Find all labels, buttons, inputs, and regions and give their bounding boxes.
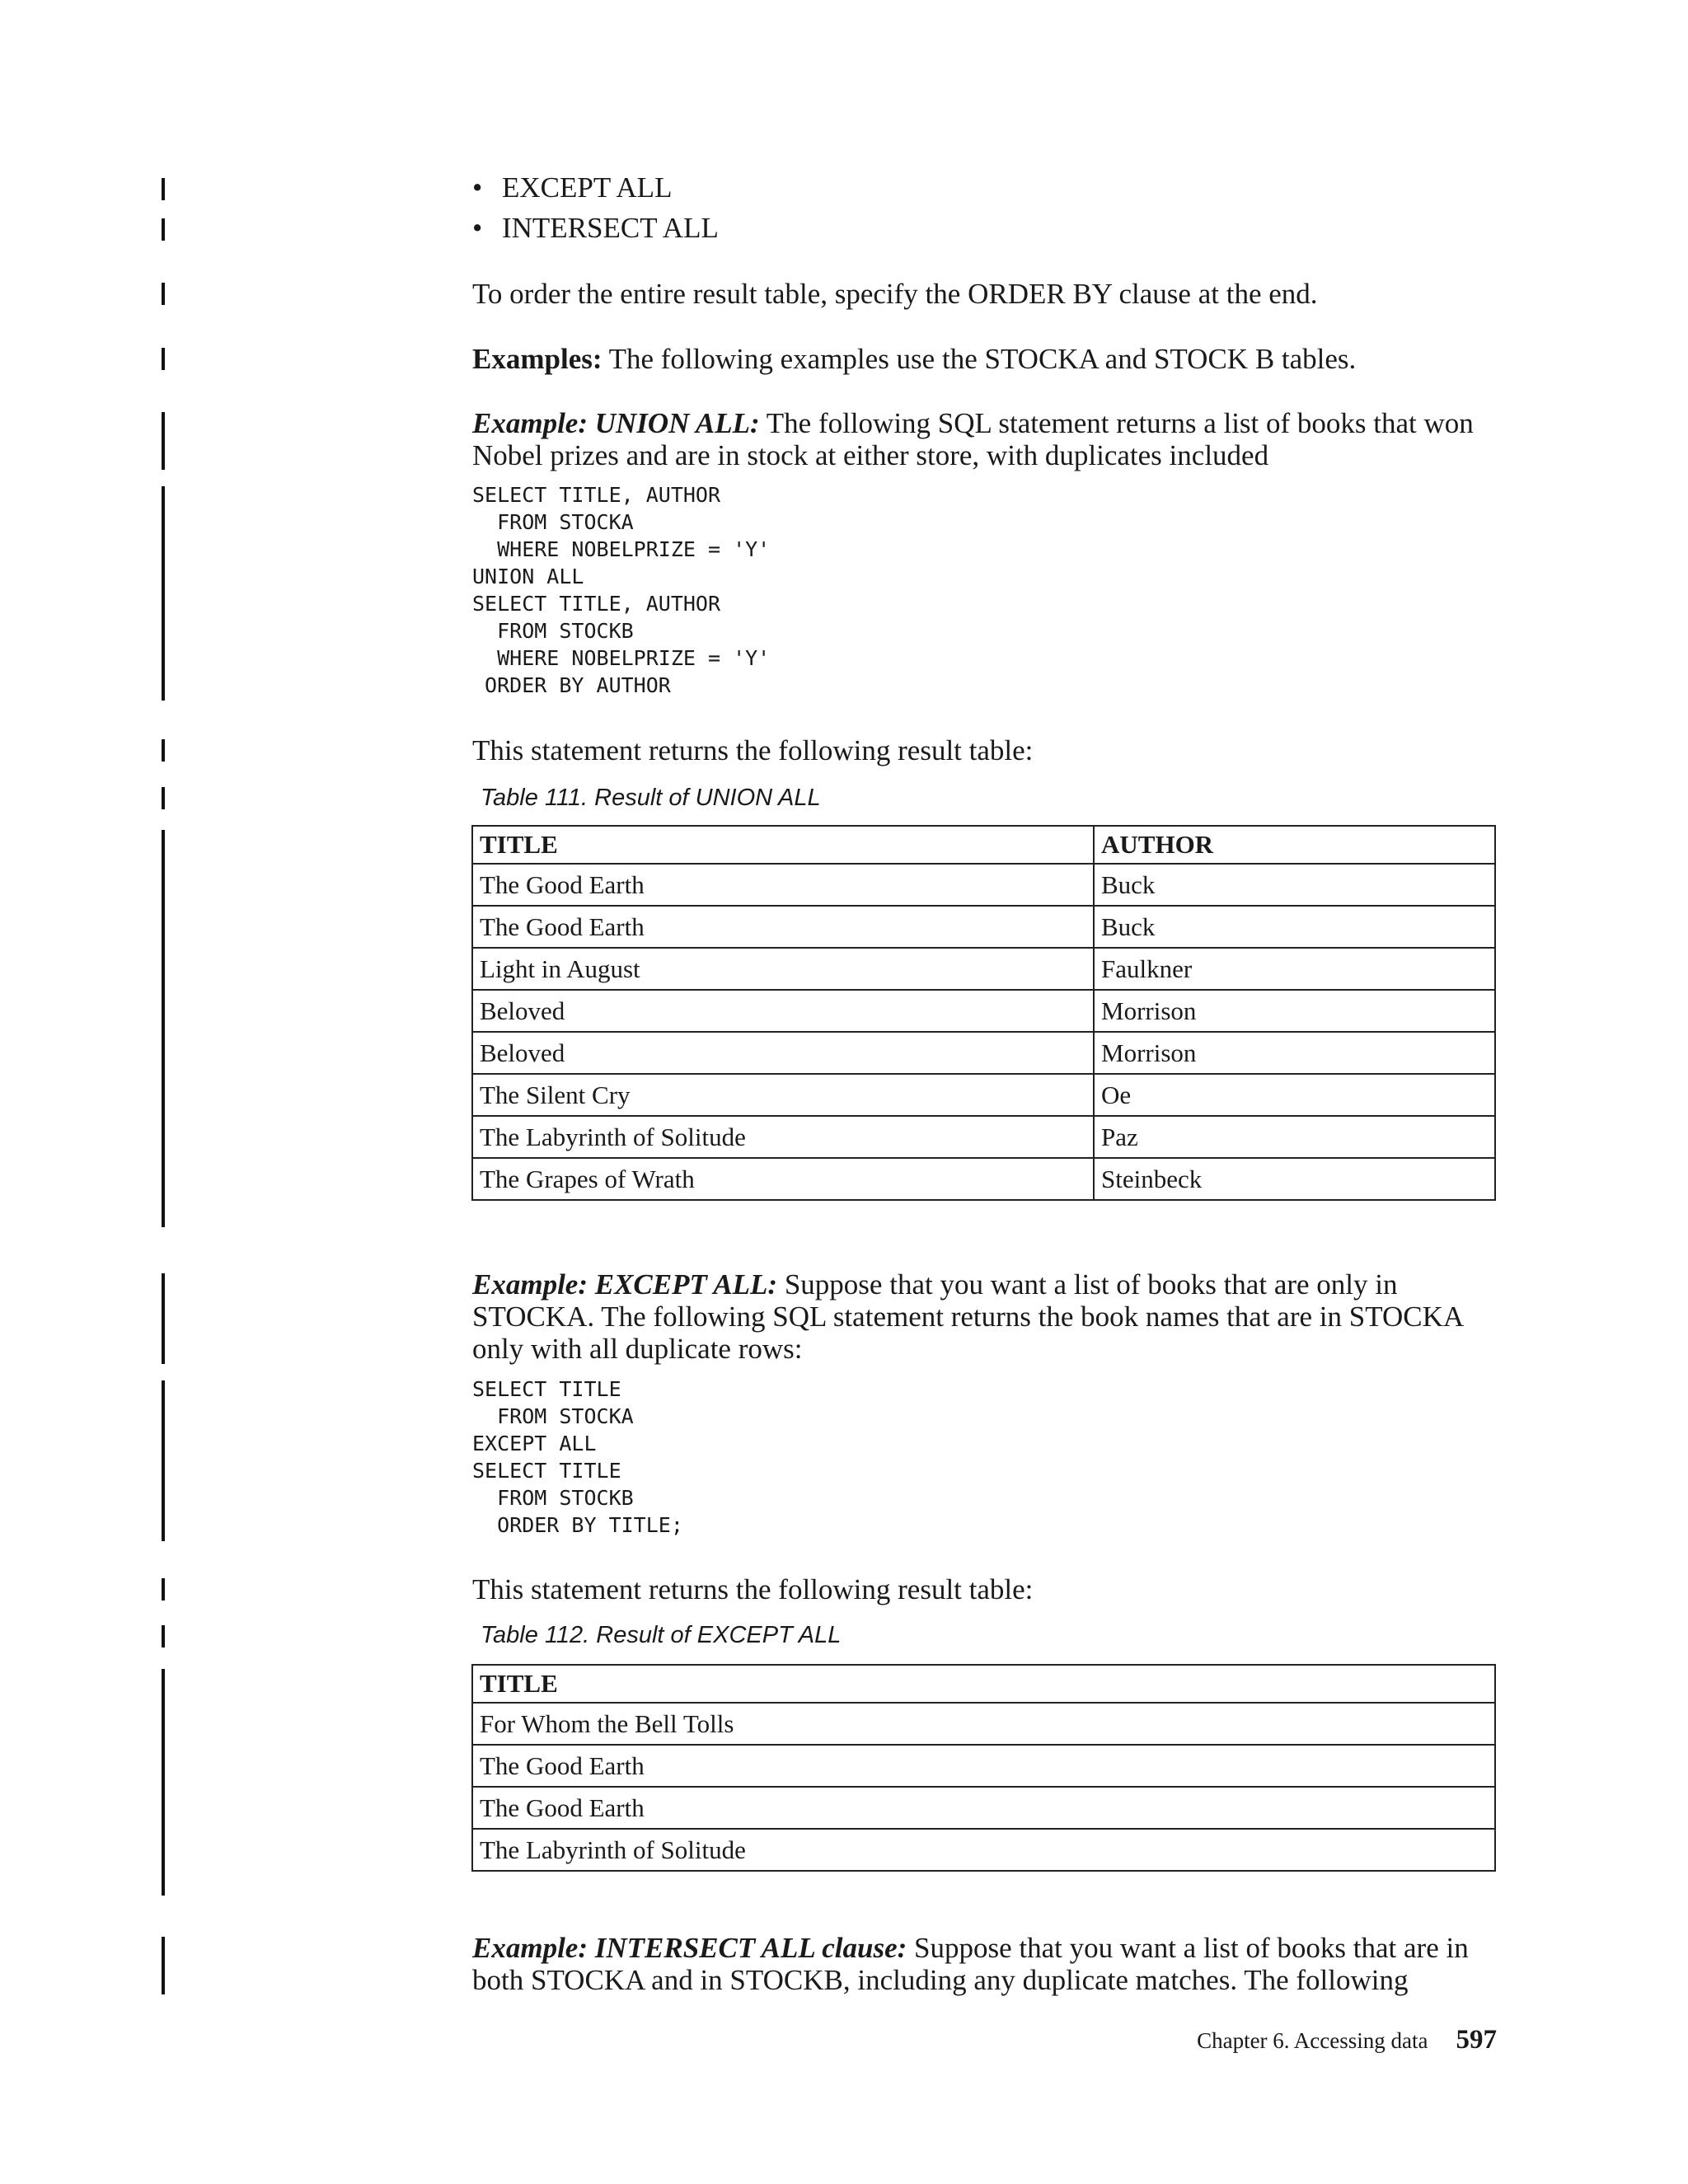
examples-intro: Examples: The following examples use the STOCKA and STOCK B tables. <box>472 343 1357 375</box>
revision-bar <box>162 1273 165 1364</box>
title-cell: For Whom the Bell Tolls <box>472 1703 1495 1745</box>
union-table-caption: Table 111. Result of UNION ALL <box>481 785 821 811</box>
table-row <box>472 1829 1495 1871</box>
table-row <box>472 1032 1495 1074</box>
except-result-table <box>471 1664 1496 1872</box>
intersect-example-label: Example: INTERSECT ALL clause: <box>472 1932 907 1964</box>
title-cell: Light in August <box>472 948 1094 990</box>
column-header-title: TITLE <box>472 826 1094 864</box>
except-example-label: Example: EXCEPT ALL: <box>472 1268 778 1301</box>
author-cell: Oe <box>1094 1074 1495 1116</box>
title-cell: The Silent Cry <box>472 1074 1094 1116</box>
examples-label: Examples: <box>472 343 603 375</box>
author-cell: Morrison <box>1094 1032 1495 1074</box>
revision-bar <box>162 787 165 809</box>
except-returns-text: This statement returns the following result table: <box>472 1573 1034 1605</box>
title-cell: The Good Earth <box>472 864 1094 906</box>
revision-bar <box>162 1380 165 1541</box>
title-cell: The Labyrinth of Solitude <box>472 1829 1495 1871</box>
table-row <box>472 1074 1495 1116</box>
title-cell: Beloved <box>472 990 1094 1032</box>
union-example-paragraph: Example: UNION ALL: The following SQL statement returns a list of books that won Nobel prizes and are in stock at either store, with duplicates included <box>472 407 1474 471</box>
revision-bar <box>162 218 165 241</box>
revision-bar <box>162 486 165 701</box>
chapter-title: Chapter 6. Accessing data <box>1197 2028 1428 2053</box>
revision-bar <box>162 178 165 200</box>
author-cell: Buck <box>1094 864 1495 906</box>
table-row <box>472 1787 1495 1829</box>
author-cell: Faulkner <box>1094 948 1495 990</box>
table-row <box>472 948 1495 990</box>
page-number: 597 <box>1456 2025 1497 2055</box>
author-cell: Morrison <box>1094 990 1495 1032</box>
title-cell: The Good Earth <box>472 1787 1495 1829</box>
title-cell: The Good Earth <box>472 1745 1495 1787</box>
column-header-author: AUTHOR <box>1094 826 1495 864</box>
author-cell: Steinbeck <box>1094 1158 1495 1200</box>
author-cell: Buck <box>1094 906 1495 948</box>
table-header-row <box>472 826 1495 864</box>
table-row <box>472 1703 1495 1745</box>
title-cell: The Good Earth <box>472 906 1094 948</box>
title-cell: The Labyrinth of Solitude <box>472 1116 1094 1158</box>
revision-bar <box>162 283 165 305</box>
table-row <box>472 906 1495 948</box>
order-paragraph: To order the entire result table, specify the ORDER BY clause at the end. <box>472 278 1318 310</box>
union-result-table <box>471 825 1496 1201</box>
except-table-caption: Table 112. Result of EXCEPT ALL <box>481 1622 842 1648</box>
table-row <box>472 1158 1495 1200</box>
column-header-title: TITLE <box>472 1665 1495 1703</box>
bullet-item: • EXCEPT ALL <box>472 171 673 204</box>
title-cell: Beloved <box>472 1032 1094 1074</box>
except-example-paragraph: Example: EXCEPT ALL: Suppose that you want a list of books that are only in STOCKA. The following SQL statement returns the book names that are in STOCKA only with all duplicate rows: <box>472 1268 1463 1365</box>
revision-bar <box>162 1937 165 1994</box>
author-cell: Paz <box>1094 1116 1495 1158</box>
page-footer <box>1197 2023 1497 2057</box>
title-cell: The Grapes of Wrath <box>472 1158 1094 1200</box>
union-sql-code: SELECT TITLE, AUTHOR FROM STOCKA WHERE NOBELPRIZE = 'Y' UNION ALL SELECT TITLE, AUTHOR FROM STOCKB WHERE NOBELPRIZE = 'Y' ORDER BY AUTHOR <box>472 483 771 697</box>
table-row <box>472 1116 1495 1158</box>
except-sql-code: SELECT TITLE FROM STOCKA EXCEPT ALL SELECT TITLE FROM STOCKB ORDER BY TITLE; <box>472 1377 683 1537</box>
revision-bar <box>162 830 165 1227</box>
table-row <box>472 864 1495 906</box>
revision-bar <box>162 1669 165 1896</box>
intersect-example-paragraph: Example: INTERSECT ALL clause: Suppose that you want a list of books that are in both STOCKA and in STOCKB, including any duplicate matches. The following <box>472 1932 1469 1996</box>
revision-bar <box>162 1625 165 1647</box>
revision-bar <box>162 412 165 470</box>
union-returns-text: This statement returns the following result table: <box>472 734 1034 766</box>
union-example-label: Example: UNION ALL: <box>472 407 760 439</box>
bullet-item: • INTERSECT ALL <box>472 212 719 244</box>
table-row <box>472 1745 1495 1787</box>
revision-bar <box>162 739 165 762</box>
table-row <box>472 990 1495 1032</box>
revision-bar <box>162 348 165 370</box>
table-header-row <box>472 1665 1495 1703</box>
revision-bar <box>162 1578 165 1601</box>
